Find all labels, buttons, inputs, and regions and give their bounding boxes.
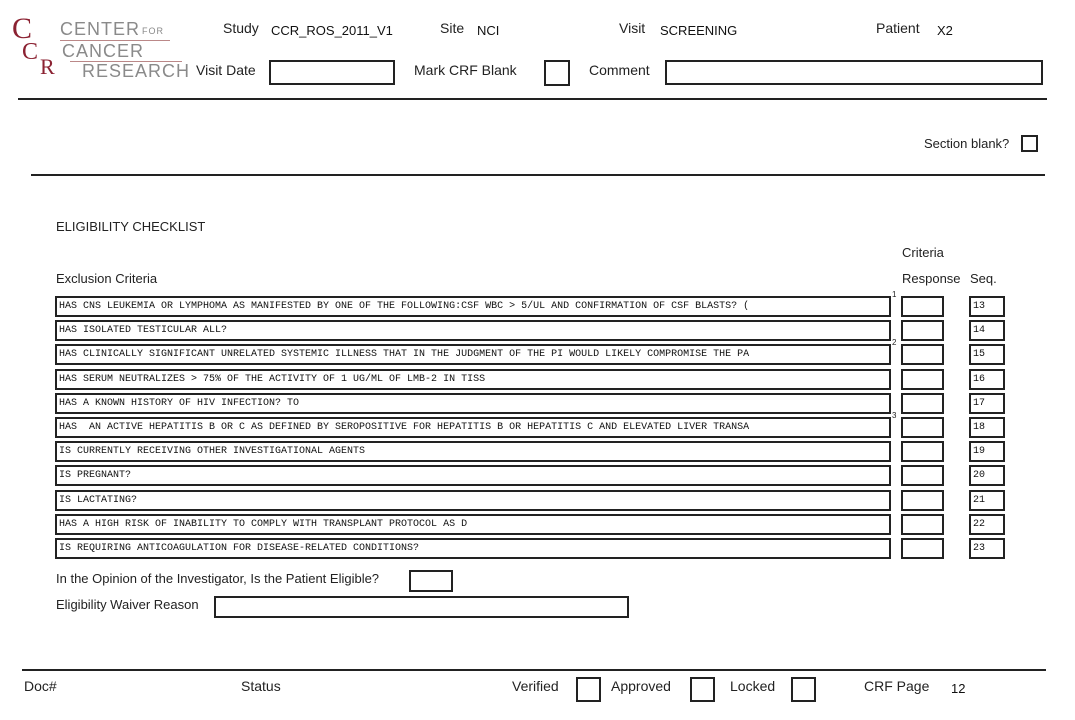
visit-date-field[interactable] [269,60,395,85]
comment-value [667,65,671,80]
criteria-text: HAS A HIGH RISK OF INABILITY TO COMPLY WITH TRANSPLANT PROTOCOL AS D [55,514,891,535]
criteria-text: HAS CLINICALLY SIGNIFICANT UNRELATED SYSTEMIC ILLNESS THAT IN THE JUDGMENT OF THE PI WOULD LIKELY COMPROMISE THE PA [55,344,891,365]
logo-word-research: RESEARCH [82,61,191,81]
eligibility-answer-field[interactable] [409,570,453,592]
criteria-response-field[interactable] [901,344,944,365]
logo-initial-r: R [40,54,55,79]
criteria-row [55,490,986,511]
approved-checkbox[interactable] [690,677,715,702]
section-divider [31,174,1045,176]
criteria-text: HAS CNS LEUKEMIA OR LYMPHOMA AS MANIFESTED BY ONE OF THE FOLLOWING:CSF WBC > 5/UL AND CONFIRMATION OF CSF BLASTS? ( [55,296,891,317]
verified-label: Verified [512,678,559,694]
criteria-seq-number: 17 [969,393,1005,414]
header-divider [18,98,1047,100]
criteria-row [55,411,986,438]
verified-checkbox[interactable] [576,677,601,702]
eligibility-question: In the Opinion of the Investigator, Is the Patient Eligible? [56,571,380,586]
criteria-row [55,441,986,462]
locked-checkbox[interactable] [791,677,816,702]
logo-word-center: CENTER [60,19,141,39]
logo-word-for: FOR [142,26,164,36]
criteria-row [55,393,986,414]
waiver-reason-field[interactable] [214,596,629,618]
criteria-response-field[interactable] [901,538,944,559]
waiver-reason-label: Eligibility Waiver Reason [56,597,199,612]
criteria-seq-number: 20 [969,465,1005,486]
criteria-response-field[interactable] [901,369,944,390]
criteria-row [55,465,986,486]
comment-label: Comment [589,62,650,78]
criteria-response-field[interactable] [901,296,944,317]
criteria-row [55,514,986,535]
logo-word-cancer: CANCER [62,41,145,61]
criteria-seq-number: 22 [969,514,1005,535]
visit-value: SCREENING [660,23,738,38]
doc-number-label: Doc# [24,678,57,694]
criteria-row [55,538,986,559]
criteria-seq-number: 19 [969,441,1005,462]
exclusion-criteria-header: Exclusion Criteria [56,271,158,286]
section-blank-checkbox[interactable] [1021,135,1038,152]
visit-date-label: Visit Date [196,62,256,78]
criteria-response-field[interactable] [901,393,944,414]
criteria-text: HAS ISOLATED TESTICULAR ALL? [55,320,891,341]
status-label: Status [241,678,281,694]
visit-label: Visit [619,20,646,36]
crf-page-value: 12 [951,681,966,696]
mark-crf-blank-checkbox[interactable] [544,60,570,86]
locked-label: Locked [730,678,776,694]
criteria-seq-number: 23 [969,538,1005,559]
section-title: ELIGIBILITY CHECKLIST [56,219,206,234]
criteria-response-field[interactable] [901,514,944,535]
criteria-seq-number: 15 [969,344,1005,365]
criteria-response-field[interactable] [901,465,944,486]
patient-value: X2 [937,23,953,38]
criteria-text: IS PREGNANT? [55,465,891,486]
section-blank-label: Section blank? [924,136,1010,151]
criteria-text: HAS AN ACTIVE HEPATITIS B OR C AS DEFINED BY SEROPOSITIVE FOR HEPATITIS B OR HEPATITIS C AND ELEVATED LIVER TRANSA [55,417,891,438]
criteria-seq-number: 14 [969,320,1005,341]
criteria-response-field[interactable] [901,441,944,462]
criteria-footnote-marker: 2 [892,338,897,347]
criteria-row [55,338,986,365]
criteria-response-field[interactable] [901,320,944,341]
criteria-text: IS LACTATING? [55,490,891,511]
comment-field[interactable] [665,60,1043,85]
study-value: CCR_ROS_2011_V1 [271,23,393,38]
response-column-header: Response [902,271,961,286]
criteria-text: HAS A KNOWN HISTORY OF HIV INFECTION? TO [55,393,891,414]
seq-column-header: Seq. [970,271,997,286]
logo-initial-c1: C [12,12,33,45]
criteria-seq-number: 18 [969,417,1005,438]
criteria-row [55,290,986,317]
mark-crf-blank-label: Mark CRF Blank [414,62,517,78]
criteria-footnote-marker: 3 [892,411,897,420]
patient-label: Patient [876,20,920,36]
criteria-seq-number: 21 [969,490,1005,511]
visit-date-value [271,65,275,80]
criteria-response-field[interactable] [901,417,944,438]
footer-divider [22,669,1046,671]
criteria-text: IS CURRENTLY RECEIVING OTHER INVESTIGATIONAL AGENTS [55,441,891,462]
waiver-reason-value [216,599,219,614]
site-value: NCI [477,23,500,38]
study-label: Study [223,20,259,36]
criteria-footnote-marker: 1 [892,290,897,299]
eligibility-answer-value [411,573,414,588]
site-label: Site [440,20,465,36]
criteria-column-header: Criteria [902,245,944,260]
criteria-response-field[interactable] [901,490,944,511]
criteria-seq-number: 16 [969,369,1005,390]
crf-page-label: CRF Page [864,678,930,694]
criteria-text: IS REQUIRING ANTICOAGULATION FOR DISEASE-RELATED CONDITIONS? [55,538,891,559]
criteria-row [55,320,986,341]
approved-label: Approved [611,678,671,694]
criteria-seq-number: 13 [969,296,1005,317]
criteria-row [55,369,986,390]
logo-initial-c2: C [22,39,39,65]
criteria-text: HAS SERUM NEUTRALIZES > 75% OF THE ACTIVITY OF 1 UG/ML OF LMB-2 IN TISS [55,369,891,390]
